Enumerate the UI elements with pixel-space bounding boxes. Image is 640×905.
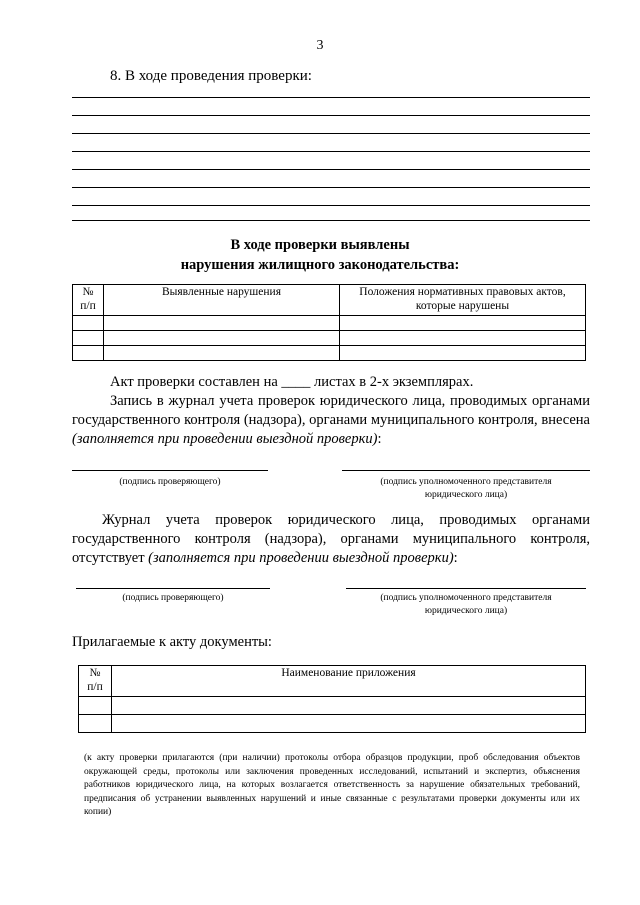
page-number: 3 [316, 38, 324, 53]
table-cell[interactable] [340, 346, 586, 361]
col-number-header: № п/п [73, 285, 104, 316]
col-number-header: № п/п [79, 666, 112, 697]
attachments-footnote: (к акту проверки прилагаются (при наличии) протоколы отбора образцов продукции, проб обследования объектов окружающей среды, протоколы или заключения проведенных исследований, испытаний и экспертиз, объяснения работников юридического лица, на которых возлагается ответственность за нарушение обязательных требований, предписания об устранении выявленных нарушений и иные связанные с результатами проверки документы или их копии) [84, 753, 580, 818]
representative-signature-caption-2: (подпись уполномоченного представителя юридического лица) [380, 593, 552, 616]
table-cell[interactable] [104, 331, 340, 346]
section-8-title: 8. В ходе проведения проверки: [110, 68, 312, 84]
table-cell[interactable] [104, 316, 340, 331]
representative-signature-line-2[interactable] [346, 588, 586, 589]
fill-line[interactable] [72, 169, 590, 170]
fill-line[interactable] [72, 97, 590, 98]
violations-heading [0, 235, 640, 275]
fill-line[interactable] [72, 220, 590, 221]
fill-line[interactable] [72, 151, 590, 152]
table-header-row [73, 285, 586, 316]
inspector-signature-caption-2: (подпись проверяющего) [122, 593, 224, 603]
journal-absent-paragraph: Журнал учета проверок юридического лица, проводимых органами государственного контроля (надзора), органами муниципального контроля, отсутствует (заполняется при проведении выездной проверки): [72, 512, 590, 566]
table-cell[interactable] [340, 331, 586, 346]
inspector-signature-line-2[interactable] [76, 588, 270, 589]
table-row [79, 715, 586, 733]
attachments-table [78, 665, 586, 733]
fill-line[interactable] [72, 187, 590, 188]
act-sheets-line: Акт проверки составлен на ____ листах в 2-х экземплярах. [110, 374, 474, 390]
inspector-signature-caption: (подпись проверяющего) [119, 477, 221, 487]
inspector-signature-line[interactable] [72, 470, 268, 471]
representative-signature-caption: (подпись уполномоченного представителя юридического лица) [380, 477, 552, 500]
table-cell[interactable] [112, 697, 586, 715]
violations-heading-line2: нарушения жилищного законодательства: [180, 257, 460, 273]
table-cell[interactable] [112, 715, 586, 733]
attached-documents-title: Прилагаемые к акту документы: [72, 634, 272, 650]
table-cell[interactable] [73, 316, 104, 331]
table-row [73, 316, 586, 331]
table-cell[interactable] [73, 346, 104, 361]
table-cell[interactable] [340, 316, 586, 331]
table-header-row [79, 666, 586, 697]
table-row [73, 346, 586, 361]
table-cell[interactable] [104, 346, 340, 361]
table-row [73, 331, 586, 346]
table-cell[interactable] [79, 697, 112, 715]
fill-line[interactable] [72, 115, 590, 116]
col-attachment-name-header: Наименование приложения [112, 666, 586, 697]
fill-line[interactable] [72, 205, 590, 206]
fill-line[interactable] [72, 133, 590, 134]
table-cell[interactable] [73, 331, 104, 346]
table-row [79, 697, 586, 715]
table-cell[interactable] [79, 715, 112, 733]
representative-signature-line[interactable] [342, 470, 590, 471]
violations-heading-line1: В ходе проверки выявлены [230, 237, 410, 253]
journal-entry-paragraph: Запись в журнал учета проверок юридического лица, проводимых органами государственного контроля (надзора), органами муниципального контроля, внесена (заполняется при проведении выездной проверки): [72, 393, 590, 447]
col-violations-header: Выявленные нарушения [104, 285, 340, 316]
violations-table [72, 284, 586, 361]
col-acts-header: Положения нормативных правовых актов, которые нарушены [340, 285, 586, 316]
